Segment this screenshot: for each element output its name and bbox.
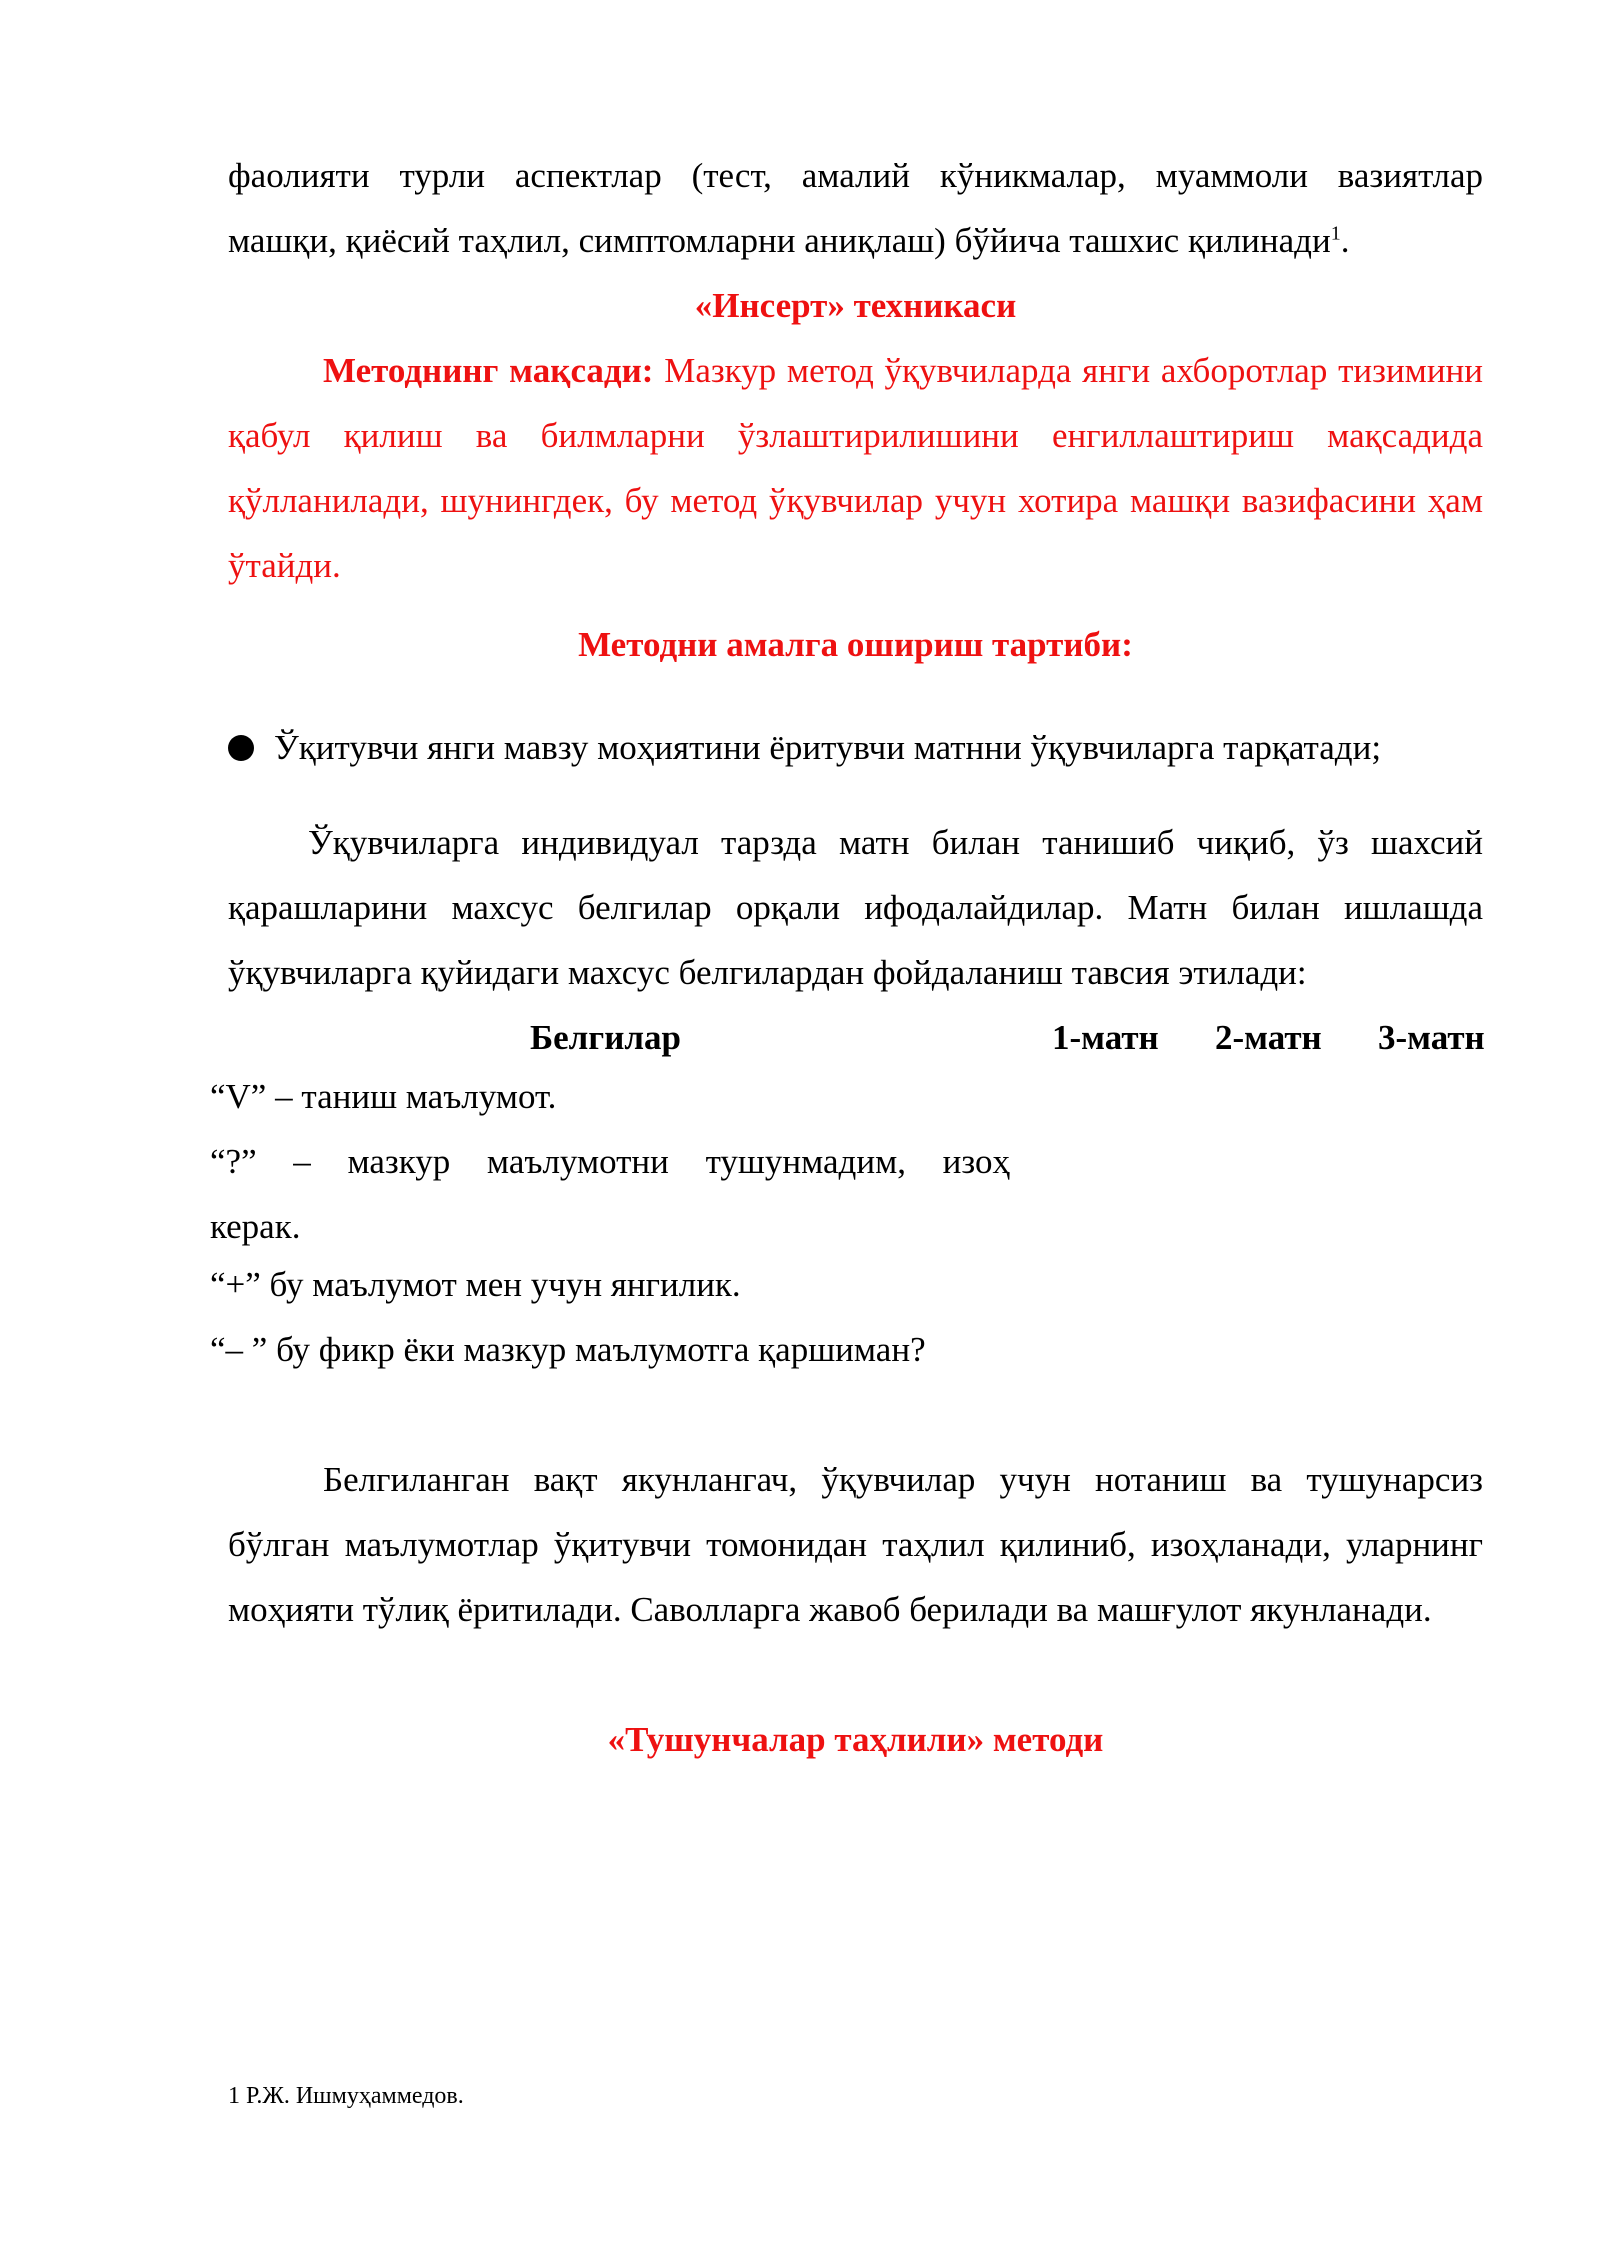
sign-row-v: “V” – таниш маълумот. — [210, 1077, 557, 1116]
bullet-dot-icon — [228, 735, 254, 761]
bullet-text: Ўқитувчи янги мавзу моҳиятини ёритувчи матнни ўқувчиларга тарқатади; — [274, 728, 1382, 767]
insert-technique-title: «Инсерт» техникаси — [694, 286, 1017, 325]
intro-line-2 — [228, 208, 1483, 273]
conclusion-paragraph: Белгиланган вақт якунлангач, ўқувчилар учун нотаниш ва тушунарсиз бўлган маълумотлар ўқитувчи томонидан таҳлил қилиниб, изоҳланади, уларнинг моҳияти тўлиқ ёритилади. Саволларга жавоб берилади ва машғулот якунланади. — [228, 1460, 1483, 1629]
intro-text-2-end: . — [1340, 221, 1350, 260]
intro-text-1: фаолияти турли аспектлар (тест, амалий кўникмалар, муаммоли вазиятлар — [228, 156, 1483, 195]
purpose-paragraph — [228, 338, 1483, 598]
sign-row-minus: “– ” бу фикр ёки мазкур маълумотга қаршиман? — [210, 1330, 926, 1369]
concepts-method-title: «Тушунчалар таҳлили» методи — [607, 1720, 1104, 1759]
sign-row-question: “?” – мазкур маълумотни тушунмадим, изоҳ — [210, 1142, 1010, 1181]
purpose-text-first: Мазкур метод ўқувчиларда янги ахборотлар — [653, 351, 1328, 390]
intro-line-1 — [228, 143, 1483, 208]
footnote-reference: 1 — [1330, 222, 1341, 245]
sign-row-plus: “+” бу маълумот мен учун янгилик. — [210, 1265, 741, 1304]
table-header-text-3: 3-матн — [1378, 1018, 1485, 1057]
purpose-label: Методнинг мақсади: — [323, 351, 654, 390]
sign-row-question-cont: керак. — [210, 1207, 301, 1246]
students-paragraph: Ўқувчиларга индивидуал тарзда матн билан танишиб чиқиб, ўз шахсий қарашларини махсус белгилар орқали ифодалайдилар. Матн билан ишлашда ўқувчиларга қуйидаги махсус белгилардан фойдаланиш тавсия этилади: — [228, 823, 1483, 992]
table-header-text-2: 2-матн — [1215, 1018, 1322, 1057]
intro-text-2: машқи, қиёсий таҳлил, симптомларни аниқлаш) бўйича ташхис қилинади — [228, 221, 1331, 260]
purpose-text-rest: тизимини қабул қилиш ва билмларни ўзлаштирилишини енгиллаштириш мақсадида қўлланилади, шунингдек, бу метод ўқувчилар учун хотира машқи вазифасини ҳам ўтайди. — [228, 351, 1484, 585]
procedure-title: Методни амалга ошириш тартиби: — [578, 625, 1133, 664]
footnote: 1 Р.Ж. Ишмуҳаммедов. — [228, 2083, 464, 2109]
bullet-item — [228, 715, 1488, 780]
table-header-signs: Белгилар — [530, 1018, 681, 1057]
table-header-text-1: 1-матн — [1052, 1018, 1159, 1057]
